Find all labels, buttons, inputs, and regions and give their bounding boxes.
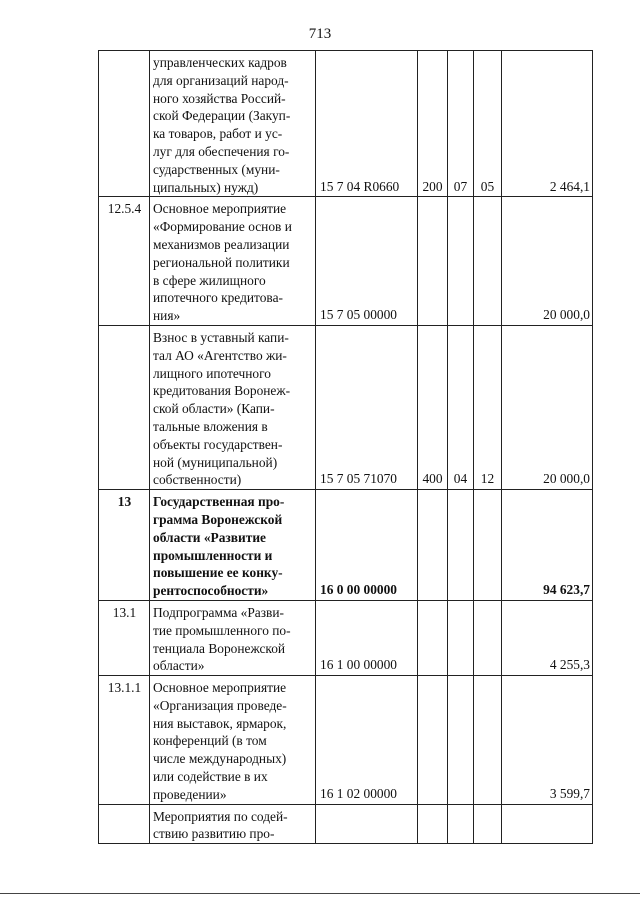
item-name-cell: [150, 490, 316, 601]
item-name-line: Подпрограмма «Разви-: [153, 604, 284, 620]
item-name-line: Государственная про-: [153, 494, 285, 510]
item-name-line: ка товаров, работ и ус-: [153, 126, 283, 142]
item-name-line: собственности): [153, 472, 242, 488]
target-article-cell: 15 7 04 R0660: [316, 51, 418, 197]
target-article-cell: 16 1 00 00000: [316, 600, 418, 675]
table-row: [99, 676, 593, 805]
target-article-cell: [316, 804, 418, 844]
item-name-line: ской Федерации (Закуп-: [153, 108, 291, 124]
item-name-line: области»: [153, 658, 205, 674]
expense-type-cell: [418, 197, 448, 326]
item-name-line: тие промышленного по-: [153, 622, 291, 638]
page-bottom-rule: [0, 893, 640, 894]
subsection-cell: [474, 490, 502, 601]
item-name-line: грамма Воронежской: [153, 511, 283, 527]
amount-cell: 3 599,7: [502, 676, 593, 805]
item-number-cell: 13.1: [99, 600, 150, 675]
item-name-line: луг для обеспечения го-: [153, 143, 290, 159]
item-name-line: Основное мероприятие: [153, 201, 287, 217]
section-cell: [448, 804, 474, 844]
item-name-line: тенциала Воронежской: [153, 640, 286, 656]
target-article-cell: 16 0 00 00000: [316, 490, 418, 601]
item-name-line: Основное мероприятие: [153, 680, 287, 696]
expense-type-cell: [418, 676, 448, 805]
item-number-cell: 13.1.1: [99, 676, 150, 805]
table-row: [99, 804, 593, 844]
page-number: 713: [308, 26, 332, 42]
item-name-cell: [150, 600, 316, 675]
item-name-line: проведении»: [153, 786, 227, 802]
target-article-cell: 16 1 02 00000: [316, 676, 418, 805]
subsection-cell: [474, 600, 502, 675]
item-name-line: сударственных (муни-: [153, 161, 280, 177]
item-name-line: числе международных): [153, 751, 287, 767]
item-name-cell: [150, 197, 316, 326]
item-name-line: «Формирование основ и: [153, 219, 292, 235]
item-name-line: региональной политики: [153, 254, 290, 270]
item-name-line: ской области» (Капи-: [153, 401, 275, 417]
item-name-cell: [150, 804, 316, 844]
amount-cell: 4 255,3: [502, 600, 593, 675]
item-name-line: тал АО «Агентство жи-: [153, 347, 287, 363]
item-number-cell: 13: [99, 490, 150, 601]
item-name-line: промышленности и: [153, 547, 273, 563]
item-name-line: управленческих кадров: [153, 55, 287, 70]
table-row: [99, 490, 593, 601]
item-name-line: рентоспособности»: [153, 583, 269, 599]
item-number-cell: [99, 325, 150, 489]
item-name-line: ного хозяйства Россий-: [153, 90, 286, 106]
item-name-line: ния»: [153, 308, 181, 324]
amount-cell: 2 464,1: [502, 51, 593, 197]
item-name-line: тальные вложения в: [153, 418, 268, 434]
item-name-line: Мероприятия по содей-: [153, 808, 288, 824]
item-name-line: механизмов реализации: [153, 236, 290, 252]
item-name-line: «Организация проведе-: [153, 697, 287, 713]
amount-cell: 20 000,0: [502, 325, 593, 489]
item-name-line: ной (муниципальной): [153, 454, 278, 470]
expense-type-cell: [418, 804, 448, 844]
subsection-cell: 12: [474, 325, 502, 489]
item-name-line: лищного ипотечного: [153, 365, 271, 381]
expense-type-cell: [418, 600, 448, 675]
section-cell: 04: [448, 325, 474, 489]
item-name-line: Взнос в уставный капи-: [153, 329, 289, 345]
section-cell: [448, 676, 474, 805]
item-name-cell: [150, 676, 316, 805]
subsection-cell: 05: [474, 51, 502, 197]
item-name-line: повышение ее конку-: [153, 565, 283, 581]
item-name-line: или содействие в их: [153, 769, 268, 785]
subsection-cell: [474, 804, 502, 844]
item-name-line: объекты государствен-: [153, 436, 283, 452]
expense-type-cell: 400: [418, 325, 448, 489]
amount-cell: 20 000,0: [502, 197, 593, 326]
target-article-cell: 15 7 05 00000: [316, 197, 418, 326]
section-cell: [448, 600, 474, 675]
item-name-line: ципальных) нужд): [153, 179, 259, 195]
subsection-cell: [474, 676, 502, 805]
item-name-line: ипотечного кредитова-: [153, 290, 283, 306]
item-name-line: кредитования Воронеж-: [153, 383, 291, 399]
item-name-line: конференций (в том: [153, 733, 267, 749]
section-cell: [448, 197, 474, 326]
target-article-cell: 15 7 05 71070: [316, 325, 418, 489]
table-row: [99, 51, 593, 197]
item-name-line: ния выставок, ярмарок,: [153, 715, 287, 731]
table-row: [99, 197, 593, 326]
item-name-line: в сфере жилищного: [153, 272, 266, 288]
item-name-cell: [150, 325, 316, 489]
section-cell: 07: [448, 51, 474, 197]
item-name-line: области «Развитие: [153, 529, 266, 545]
item-name-line: для организаций народ-: [153, 72, 289, 88]
amount-cell: [502, 804, 593, 844]
subsection-cell: [474, 197, 502, 326]
budget-table: [98, 50, 593, 844]
item-number-cell: [99, 51, 150, 197]
item-name-line: ствию развитию про-: [153, 826, 275, 842]
item-number-cell: 12.5.4: [99, 197, 150, 326]
item-number-cell: [99, 804, 150, 844]
section-cell: [448, 490, 474, 601]
expense-type-cell: 200: [418, 51, 448, 197]
table-row: [99, 325, 593, 489]
table-row: [99, 600, 593, 675]
amount-cell: 94 623,7: [502, 490, 593, 601]
item-name-cell: [150, 51, 316, 197]
expense-type-cell: [418, 490, 448, 601]
